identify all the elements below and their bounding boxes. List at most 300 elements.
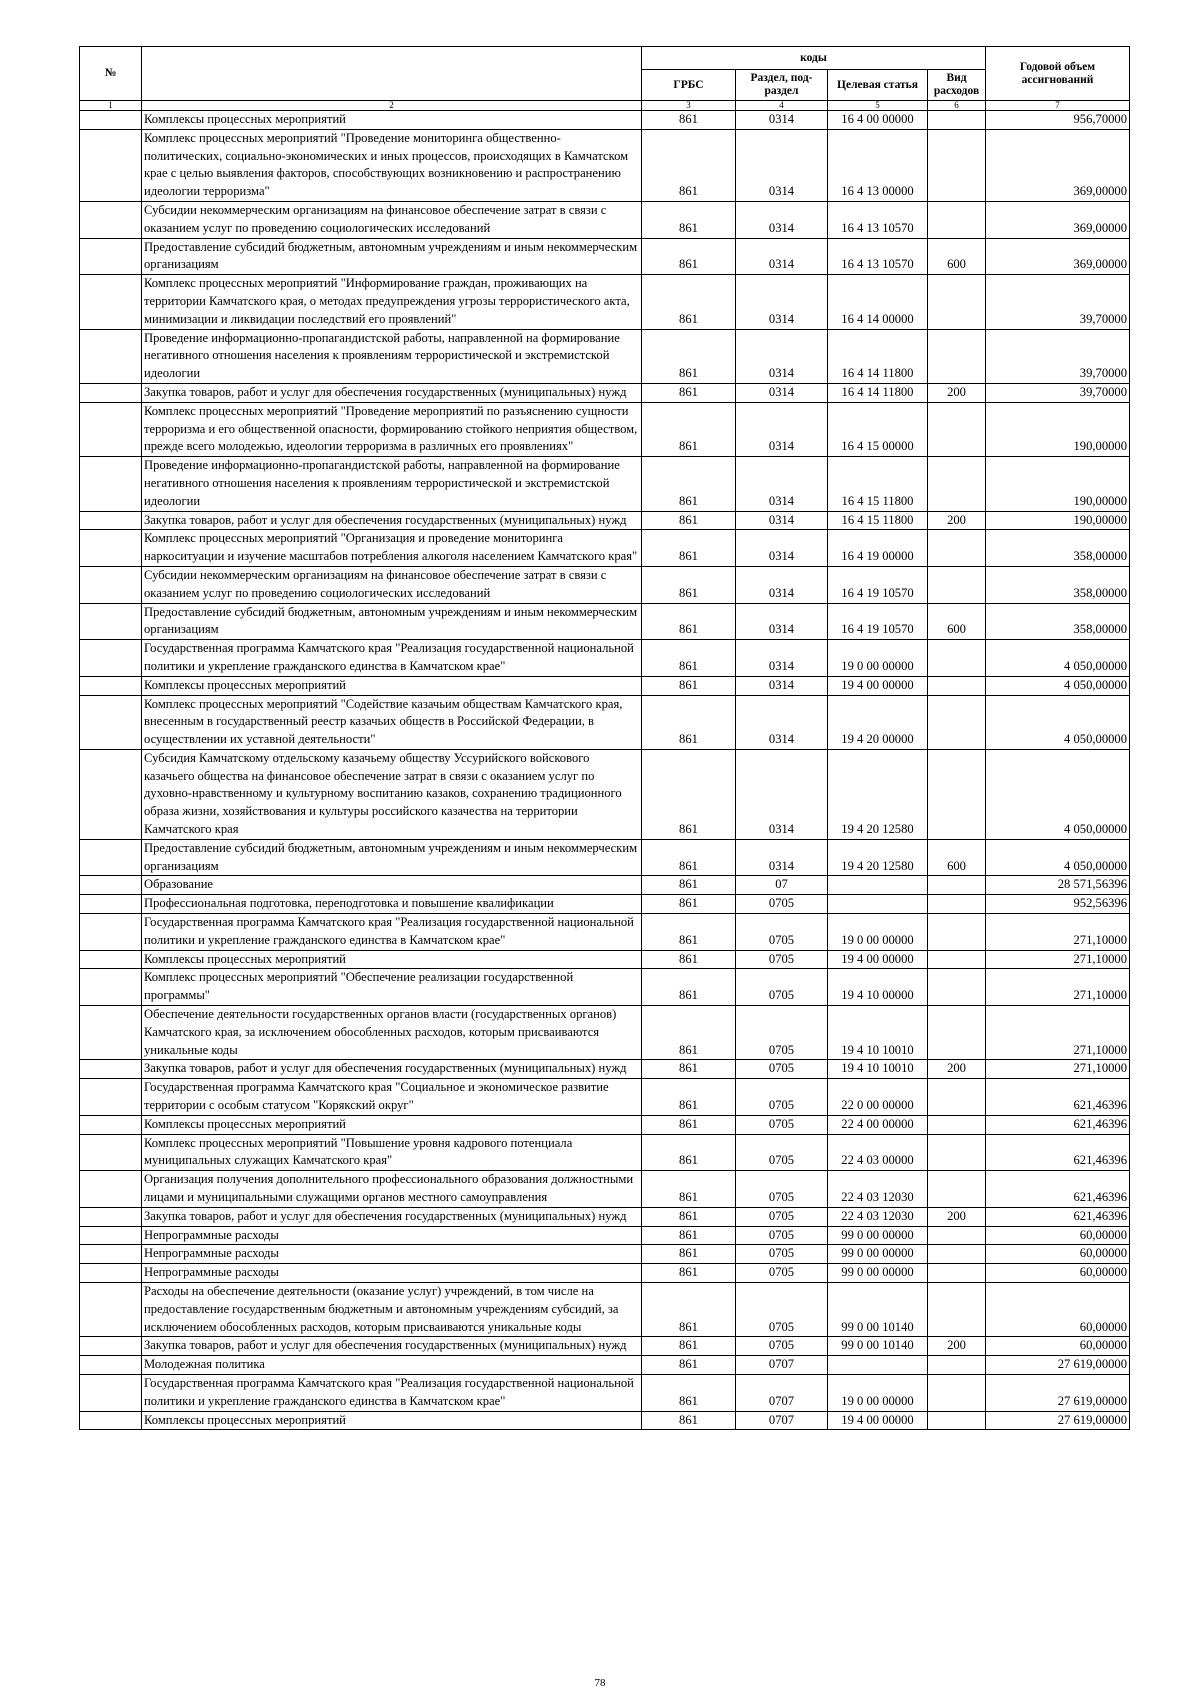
- row-razdel-cell: 0705: [736, 950, 828, 969]
- row-vid-cell: [928, 640, 986, 677]
- row-number-cell: [80, 914, 142, 951]
- row-number-cell: [80, 275, 142, 329]
- row-vid-cell: [928, 1283, 986, 1337]
- row-name-cell: Предоставление субсидий бюджетным, автономным учреждениям и иным некоммерческим организациям: [142, 839, 642, 876]
- row-grbs-cell: 861: [642, 1411, 736, 1430]
- row-razdel-cell: 0707: [736, 1356, 828, 1375]
- row-name-cell: Комплекс процессных мероприятий "Организация и проведение мониторинга наркоситуации и изучение масштабов потребления алкоголя населением Камчатского края": [142, 530, 642, 567]
- row-razdel-cell: 0314: [736, 329, 828, 383]
- row-csr-cell: 19 4 10 00000: [828, 969, 928, 1006]
- header-grbs: ГРБС: [642, 70, 736, 101]
- row-name-cell: Предоставление субсидий бюджетным, автономным учреждениям и иным некоммерческим организациям: [142, 238, 642, 275]
- row-sum-cell: 621,46396: [986, 1134, 1130, 1171]
- row-grbs-cell: 861: [642, 1115, 736, 1134]
- table-row: [80, 1207, 1130, 1226]
- row-name-cell: Комплекс процессных мероприятий "Проведение мониторинга общественно-политических, социально-экономических и иных процессов, происходящих в Камчатском крае с целью выявления факторов, способствующих возникновению и распространению идеологии терроризма": [142, 129, 642, 201]
- row-grbs-cell: 861: [642, 383, 736, 402]
- row-csr-cell: 22 4 03 12030: [828, 1207, 928, 1226]
- row-csr-cell: [828, 895, 928, 914]
- row-sum-cell: 60,00000: [986, 1226, 1130, 1245]
- row-number-cell: [80, 969, 142, 1006]
- row-number-cell: [80, 1264, 142, 1283]
- row-sum-cell: 369,00000: [986, 201, 1130, 238]
- row-grbs-cell: 861: [642, 457, 736, 511]
- row-grbs-cell: 861: [642, 839, 736, 876]
- row-vid-cell: [928, 329, 986, 383]
- row-number-cell: [80, 566, 142, 603]
- row-razdel-cell: 0707: [736, 1411, 828, 1430]
- row-number-cell: [80, 111, 142, 130]
- row-grbs-cell: 861: [642, 603, 736, 640]
- row-grbs-cell: 861: [642, 1171, 736, 1208]
- table-row: [80, 457, 1130, 511]
- column-number: 6: [928, 101, 986, 111]
- header-name: [142, 47, 642, 101]
- row-razdel-cell: 0705: [736, 1283, 828, 1337]
- row-csr-cell: 22 4 00 00000: [828, 1115, 928, 1134]
- row-csr-cell: 16 4 13 10570: [828, 201, 928, 238]
- row-vid-cell: [928, 676, 986, 695]
- table-row: [80, 1171, 1130, 1208]
- row-grbs-cell: 861: [642, 895, 736, 914]
- row-razdel-cell: 0314: [736, 676, 828, 695]
- row-grbs-cell: 861: [642, 1207, 736, 1226]
- row-name-cell: Обеспечение деятельности государственных органов власти (государственных органов) Камчатского края, за исключением обособленных расходов, которым присваиваются уникальные коды: [142, 1006, 642, 1060]
- row-number-cell: [80, 1245, 142, 1264]
- row-vid-cell: [928, 1356, 986, 1375]
- row-name-cell: Закупка товаров, работ и услуг для обеспечения государственных (муниципальных) нужд: [142, 383, 642, 402]
- column-number: 5: [828, 101, 928, 111]
- row-name-cell: Государственная программа Камчатского края "Реализация государственной национальной политики и укрепление гражданского единства в Камчатском крае": [142, 1374, 642, 1411]
- row-sum-cell: 621,46396: [986, 1079, 1130, 1116]
- row-name-cell: Закупка товаров, работ и услуг для обеспечения государственных (муниципальных) нужд: [142, 1060, 642, 1079]
- row-grbs-cell: 861: [642, 111, 736, 130]
- table-row: [80, 201, 1130, 238]
- row-grbs-cell: 861: [642, 695, 736, 749]
- header-vid: Вид расходов: [928, 70, 986, 101]
- row-name-cell: Государственная программа Камчатского края "Реализация государственной национальной политики и укрепление гражданского единства в Камчатском крае": [142, 914, 642, 951]
- row-grbs-cell: 861: [642, 1226, 736, 1245]
- row-name-cell: Субсидии некоммерческим организациям на финансовое обеспечение затрат в связи с оказанием услуг по проведению социологических исследований: [142, 201, 642, 238]
- row-number-cell: [80, 950, 142, 969]
- row-vid-cell: [928, 895, 986, 914]
- row-razdel-cell: 0705: [736, 1171, 828, 1208]
- row-name-cell: Молодежная политика: [142, 1356, 642, 1375]
- row-number-cell: [80, 129, 142, 201]
- row-vid-cell: [928, 876, 986, 895]
- row-vid-cell: 600: [928, 238, 986, 275]
- row-name-cell: Комплексы процессных мероприятий: [142, 950, 642, 969]
- row-name-cell: Непрограммные расходы: [142, 1226, 642, 1245]
- row-number-cell: [80, 457, 142, 511]
- table-row: [80, 1411, 1130, 1430]
- table-row: [80, 511, 1130, 530]
- row-grbs-cell: 861: [642, 1079, 736, 1116]
- row-number-cell: [80, 1226, 142, 1245]
- row-number-cell: [80, 1356, 142, 1375]
- row-number-cell: [80, 1207, 142, 1226]
- row-vid-cell: [928, 1226, 986, 1245]
- table-row: [80, 566, 1130, 603]
- row-sum-cell: 4 050,00000: [986, 695, 1130, 749]
- row-grbs-cell: 861: [642, 749, 736, 839]
- row-vid-cell: [928, 457, 986, 511]
- row-grbs-cell: 861: [642, 914, 736, 951]
- row-csr-cell: 19 4 00 00000: [828, 950, 928, 969]
- row-sum-cell: 4 050,00000: [986, 839, 1130, 876]
- row-grbs-cell: 861: [642, 402, 736, 456]
- table-row: [80, 876, 1130, 895]
- row-number-cell: [80, 603, 142, 640]
- row-csr-cell: 19 0 00 00000: [828, 914, 928, 951]
- table-row: [80, 1264, 1130, 1283]
- row-name-cell: Закупка товаров, работ и услуг для обеспечения государственных (муниципальных) нужд: [142, 1337, 642, 1356]
- row-name-cell: Закупка товаров, работ и услуг для обеспечения государственных (муниципальных) нужд: [142, 1207, 642, 1226]
- row-vid-cell: [928, 1079, 986, 1116]
- row-grbs-cell: 861: [642, 129, 736, 201]
- row-csr-cell: 99 0 00 00000: [828, 1245, 928, 1264]
- row-vid-cell: [928, 402, 986, 456]
- row-vid-cell: [928, 1374, 986, 1411]
- row-number-cell: [80, 839, 142, 876]
- row-vid-cell: [928, 914, 986, 951]
- row-number-cell: [80, 749, 142, 839]
- row-sum-cell: 39,70000: [986, 329, 1130, 383]
- row-sum-cell: 621,46396: [986, 1207, 1130, 1226]
- table-row: [80, 914, 1130, 951]
- row-vid-cell: [928, 1134, 986, 1171]
- table-row: [80, 1356, 1130, 1375]
- row-number-cell: [80, 1134, 142, 1171]
- table-header: [80, 47, 1130, 111]
- table-row: [80, 129, 1130, 201]
- table-row: [80, 749, 1130, 839]
- row-sum-cell: 60,00000: [986, 1245, 1130, 1264]
- row-grbs-cell: 861: [642, 1374, 736, 1411]
- row-csr-cell: 16 4 13 00000: [828, 129, 928, 201]
- row-csr-cell: 22 0 00 00000: [828, 1079, 928, 1116]
- row-sum-cell: 358,00000: [986, 603, 1130, 640]
- column-number: 4: [736, 101, 828, 111]
- row-razdel-cell: 0314: [736, 640, 828, 677]
- table-body: [80, 111, 1130, 1430]
- table-row: [80, 1245, 1130, 1264]
- row-csr-cell: 16 4 15 11800: [828, 511, 928, 530]
- column-number: 1: [80, 101, 142, 111]
- row-name-cell: Образование: [142, 876, 642, 895]
- row-csr-cell: 16 4 19 00000: [828, 530, 928, 567]
- row-grbs-cell: 861: [642, 1060, 736, 1079]
- row-name-cell: Проведение информационно-пропагандистской работы, направленной на формирование негативного отношения населения к проявлениям террористической и экстремистской идеологии: [142, 457, 642, 511]
- row-name-cell: Комплекс процессных мероприятий "Повышение уровня кадрового потенциала муниципальных служащих Камчатского края": [142, 1134, 642, 1171]
- column-number-row: [80, 101, 1130, 111]
- row-csr-cell: 19 4 10 10010: [828, 1006, 928, 1060]
- row-number-cell: [80, 695, 142, 749]
- row-vid-cell: 600: [928, 839, 986, 876]
- row-name-cell: Комплексы процессных мероприятий: [142, 676, 642, 695]
- row-name-cell: Комплекс процессных мероприятий "Обеспечение реализации государственной программы": [142, 969, 642, 1006]
- table-row: [80, 238, 1130, 275]
- table-row: [80, 1337, 1130, 1356]
- row-vid-cell: [928, 1171, 986, 1208]
- row-name-cell: Комплексы процессных мероприятий: [142, 1411, 642, 1430]
- header-sum: Годовой объем ассигнований: [986, 47, 1130, 101]
- row-sum-cell: 271,10000: [986, 1060, 1130, 1079]
- row-razdel-cell: 0705: [736, 1115, 828, 1134]
- row-csr-cell: 99 0 00 00000: [828, 1264, 928, 1283]
- row-csr-cell: 16 4 00 00000: [828, 111, 928, 130]
- row-grbs-cell: 861: [642, 640, 736, 677]
- row-vid-cell: [928, 695, 986, 749]
- row-number-cell: [80, 530, 142, 567]
- row-razdel-cell: 0314: [736, 695, 828, 749]
- row-vid-cell: 200: [928, 383, 986, 402]
- table-row: [80, 1134, 1130, 1171]
- row-razdel-cell: 0314: [736, 129, 828, 201]
- row-name-cell: Профессиональная подготовка, переподготовка и повышение квалификации: [142, 895, 642, 914]
- row-number-cell: [80, 1060, 142, 1079]
- row-number-cell: [80, 1171, 142, 1208]
- row-razdel-cell: 0314: [736, 111, 828, 130]
- row-sum-cell: 358,00000: [986, 530, 1130, 567]
- header-codes: коды: [642, 47, 986, 70]
- table-row: [80, 969, 1130, 1006]
- row-sum-cell: 27 619,00000: [986, 1356, 1130, 1375]
- row-razdel-cell: 0705: [736, 1245, 828, 1264]
- table-row: [80, 839, 1130, 876]
- row-razdel-cell: 0314: [736, 749, 828, 839]
- row-sum-cell: 358,00000: [986, 566, 1130, 603]
- row-csr-cell: 16 4 14 00000: [828, 275, 928, 329]
- row-name-cell: Комплекс процессных мероприятий "Информирование граждан, проживающих на территории Камчатского края, о методах предупреждения угрозы террористического акта, минимизации и ликвидации последствий его проявлений": [142, 275, 642, 329]
- row-razdel-cell: 0314: [736, 603, 828, 640]
- table-row: [80, 603, 1130, 640]
- row-vid-cell: [928, 275, 986, 329]
- row-vid-cell: [928, 1264, 986, 1283]
- row-razdel-cell: 0314: [736, 383, 828, 402]
- table-row: [80, 111, 1130, 130]
- row-razdel-cell: 0314: [736, 530, 828, 567]
- row-grbs-cell: 861: [642, 238, 736, 275]
- table-row: [80, 1374, 1130, 1411]
- table-row: [80, 402, 1130, 456]
- row-csr-cell: 16 4 14 11800: [828, 329, 928, 383]
- row-sum-cell: 621,46396: [986, 1171, 1130, 1208]
- row-name-cell: Непрограммные расходы: [142, 1245, 642, 1264]
- row-razdel-cell: 0314: [736, 201, 828, 238]
- row-number-cell: [80, 1337, 142, 1356]
- row-sum-cell: 27 619,00000: [986, 1374, 1130, 1411]
- row-sum-cell: 4 050,00000: [986, 749, 1130, 839]
- row-sum-cell: 190,00000: [986, 402, 1130, 456]
- column-number: 3: [642, 101, 736, 111]
- row-grbs-cell: 861: [642, 329, 736, 383]
- row-grbs-cell: 861: [642, 511, 736, 530]
- row-csr-cell: 19 4 00 00000: [828, 1411, 928, 1430]
- row-grbs-cell: 861: [642, 950, 736, 969]
- row-number-cell: [80, 1079, 142, 1116]
- row-name-cell: Комплекс процессных мероприятий "Содействие казачьим обществам Камчатского края, внесенным в государственный реестр казачьих обществ в Российской Федерации, в осуществлении их уставной деятельности": [142, 695, 642, 749]
- row-vid-cell: [928, 1245, 986, 1264]
- row-vid-cell: 600: [928, 603, 986, 640]
- row-name-cell: Организация получения дополнительного профессионального образования должностными лицами и муниципальными служащими органов местного самоуправления: [142, 1171, 642, 1208]
- row-number-cell: [80, 238, 142, 275]
- row-number-cell: [80, 1411, 142, 1430]
- row-razdel-cell: 0705: [736, 1207, 828, 1226]
- row-number-cell: [80, 329, 142, 383]
- table-row: [80, 640, 1130, 677]
- row-sum-cell: 190,00000: [986, 511, 1130, 530]
- row-number-cell: [80, 383, 142, 402]
- header-no: №: [80, 47, 142, 101]
- row-grbs-cell: 861: [642, 1245, 736, 1264]
- row-vid-cell: 200: [928, 1207, 986, 1226]
- row-vid-cell: [928, 1115, 986, 1134]
- row-name-cell: Непрограммные расходы: [142, 1264, 642, 1283]
- row-number-cell: [80, 201, 142, 238]
- row-number-cell: [80, 895, 142, 914]
- row-grbs-cell: 861: [642, 676, 736, 695]
- row-grbs-cell: 861: [642, 1006, 736, 1060]
- row-vid-cell: [928, 201, 986, 238]
- row-number-cell: [80, 1283, 142, 1337]
- row-csr-cell: [828, 1356, 928, 1375]
- row-number-cell: [80, 676, 142, 695]
- table-row: [80, 1226, 1130, 1245]
- row-csr-cell: 16 4 15 00000: [828, 402, 928, 456]
- row-csr-cell: 16 4 19 10570: [828, 603, 928, 640]
- row-grbs-cell: 861: [642, 1356, 736, 1375]
- row-name-cell: Субсидия Камчатскому отдельскому казачьему обществу Уссурийского войскового казачьего общества на финансовое обеспечение затрат в связи с оказанием услуг по духовно-нравственному и культурному воспитанию казаков, сохранению традиционного образа жизни, хозяйствования и культуры российского казачества на территории Камчатского края: [142, 749, 642, 839]
- table-row: [80, 895, 1130, 914]
- row-csr-cell: 22 4 03 00000: [828, 1134, 928, 1171]
- row-name-cell: Закупка товаров, работ и услуг для обеспечения государственных (муниципальных) нужд: [142, 511, 642, 530]
- row-sum-cell: 190,00000: [986, 457, 1130, 511]
- table-row: [80, 1006, 1130, 1060]
- row-grbs-cell: 861: [642, 566, 736, 603]
- row-razdel-cell: 0314: [736, 402, 828, 456]
- row-sum-cell: 952,56396: [986, 895, 1130, 914]
- row-number-cell: [80, 876, 142, 895]
- row-number-cell: [80, 1374, 142, 1411]
- header-csr: Целевая статья: [828, 70, 928, 101]
- row-sum-cell: 4 050,00000: [986, 676, 1130, 695]
- row-grbs-cell: 861: [642, 275, 736, 329]
- row-vid-cell: [928, 530, 986, 567]
- row-sum-cell: 60,00000: [986, 1264, 1130, 1283]
- row-razdel-cell: 0314: [736, 457, 828, 511]
- row-razdel-cell: 0707: [736, 1374, 828, 1411]
- row-number-cell: [80, 1006, 142, 1060]
- row-sum-cell: 4 050,00000: [986, 640, 1130, 677]
- row-sum-cell: 271,10000: [986, 1006, 1130, 1060]
- row-csr-cell: 16 4 13 10570: [828, 238, 928, 275]
- row-number-cell: [80, 640, 142, 677]
- table-row: [80, 950, 1130, 969]
- row-razdel-cell: 0705: [736, 914, 828, 951]
- table-row: [80, 1115, 1130, 1134]
- row-name-cell: Комплексы процессных мероприятий: [142, 1115, 642, 1134]
- column-number: 7: [986, 101, 1130, 111]
- row-razdel-cell: 0705: [736, 895, 828, 914]
- row-grbs-cell: 861: [642, 1337, 736, 1356]
- budget-table: [79, 46, 1130, 1430]
- row-csr-cell: 19 4 10 10010: [828, 1060, 928, 1079]
- row-name-cell: Комплекс процессных мероприятий "Проведение мероприятий по разъяснению сущности терроризма и его общественной опасности, формированию стойкого неприятия обществом, прежде всего молодежью, идеологии терроризма в различных его проявлениях": [142, 402, 642, 456]
- row-sum-cell: 369,00000: [986, 238, 1130, 275]
- row-csr-cell: 16 4 19 10570: [828, 566, 928, 603]
- row-razdel-cell: 0705: [736, 1134, 828, 1171]
- table-row: [80, 1283, 1130, 1337]
- table-row: [80, 695, 1130, 749]
- table-row: [80, 676, 1130, 695]
- table-row: [80, 530, 1130, 567]
- table-row: [80, 329, 1130, 383]
- row-vid-cell: [928, 566, 986, 603]
- table-row: [80, 1079, 1130, 1116]
- row-csr-cell: 19 0 00 00000: [828, 1374, 928, 1411]
- row-csr-cell: 16 4 14 11800: [828, 383, 928, 402]
- row-vid-cell: 200: [928, 1337, 986, 1356]
- row-sum-cell: 271,10000: [986, 914, 1130, 951]
- row-razdel-cell: 0705: [736, 969, 828, 1006]
- row-name-cell: Предоставление субсидий бюджетным, автономным учреждениям и иным некоммерческим организациям: [142, 603, 642, 640]
- row-sum-cell: 60,00000: [986, 1283, 1130, 1337]
- row-name-cell: Комплексы процессных мероприятий: [142, 111, 642, 130]
- row-csr-cell: 19 0 00 00000: [828, 640, 928, 677]
- row-sum-cell: 39,70000: [986, 383, 1130, 402]
- table-row: [80, 1060, 1130, 1079]
- row-razdel-cell: 0314: [736, 275, 828, 329]
- header-razdel: Раздел, под-раздел: [736, 70, 828, 101]
- row-sum-cell: 271,10000: [986, 950, 1130, 969]
- row-razdel-cell: 0705: [736, 1226, 828, 1245]
- row-name-cell: Государственная программа Камчатского края "Реализация государственной национальной политики и укрепление гражданского единства в Камчатском крае": [142, 640, 642, 677]
- row-grbs-cell: 861: [642, 1283, 736, 1337]
- row-vid-cell: 200: [928, 511, 986, 530]
- table-row: [80, 383, 1130, 402]
- row-razdel-cell: 0314: [736, 511, 828, 530]
- row-csr-cell: 19 4 20 12580: [828, 749, 928, 839]
- row-csr-cell: 99 0 00 10140: [828, 1283, 928, 1337]
- row-csr-cell: 16 4 15 11800: [828, 457, 928, 511]
- row-grbs-cell: 861: [642, 876, 736, 895]
- row-vid-cell: [928, 111, 986, 130]
- row-razdel-cell: 0705: [736, 1079, 828, 1116]
- row-number-cell: [80, 511, 142, 530]
- row-razdel-cell: 0705: [736, 1060, 828, 1079]
- row-grbs-cell: 861: [642, 1134, 736, 1171]
- row-razdel-cell: 0314: [736, 238, 828, 275]
- row-csr-cell: 99 0 00 10140: [828, 1337, 928, 1356]
- row-vid-cell: [928, 969, 986, 1006]
- row-sum-cell: 39,70000: [986, 275, 1130, 329]
- row-csr-cell: 99 0 00 00000: [828, 1226, 928, 1245]
- row-vid-cell: [928, 1411, 986, 1430]
- row-razdel-cell: 0314: [736, 566, 828, 603]
- row-csr-cell: 19 4 00 00000: [828, 676, 928, 695]
- row-csr-cell: [828, 876, 928, 895]
- row-sum-cell: 27 619,00000: [986, 1411, 1130, 1430]
- row-name-cell: Расходы на обеспечение деятельности (оказание услуг) учреждений, в том числе на предоставление государственным бюджетным и автономным учреждениям субсидий, за исключением обособленных расходов, которым присваиваются уникальные коды: [142, 1283, 642, 1337]
- row-sum-cell: 60,00000: [986, 1337, 1130, 1356]
- row-csr-cell: 19 4 20 00000: [828, 695, 928, 749]
- row-vid-cell: 200: [928, 1060, 986, 1079]
- row-vid-cell: [928, 749, 986, 839]
- row-grbs-cell: 861: [642, 969, 736, 1006]
- row-csr-cell: 19 4 20 12580: [828, 839, 928, 876]
- row-name-cell: Проведение информационно-пропагандистской работы, направленной на формирование негативного отношения населения к проявлениям террористической и экстремистской идеологии: [142, 329, 642, 383]
